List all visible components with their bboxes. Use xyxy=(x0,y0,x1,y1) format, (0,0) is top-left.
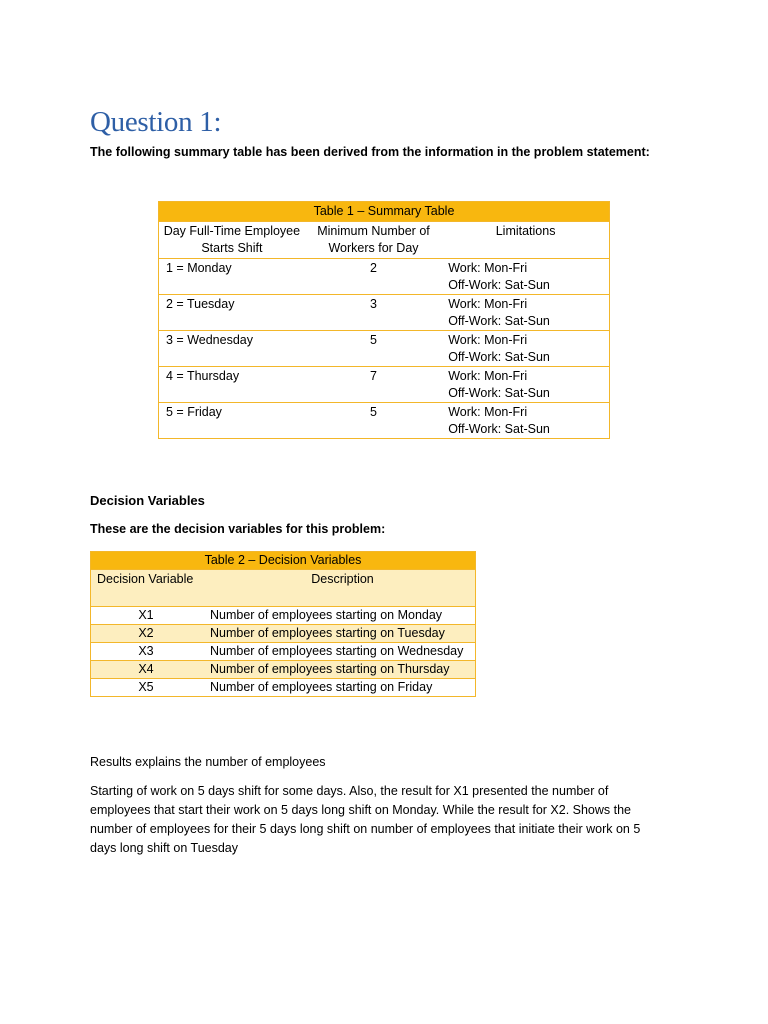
description-cell: Number of employees starting on Monday xyxy=(201,607,476,625)
work-limit: Work: Mon-Fri xyxy=(448,333,528,347)
limitations-cell xyxy=(442,259,609,295)
limitations-cell xyxy=(442,367,609,403)
table-row xyxy=(91,643,476,661)
description-cell: Number of employees starting on Thursday xyxy=(201,661,476,679)
column-header-variable: Decision Variable xyxy=(91,570,202,607)
decision-table-caption: Table 2 – Decision Variables xyxy=(91,552,476,570)
table-row xyxy=(159,295,610,331)
variable-cell: X4 xyxy=(91,661,202,679)
minimum-cell: 7 xyxy=(305,367,442,403)
description-cell: Number of employees starting on Friday xyxy=(201,679,476,697)
table-row xyxy=(91,679,476,697)
off-work-limit: Off-Work: Sat-Sun xyxy=(448,350,550,364)
work-limit: Work: Mon-Fri xyxy=(448,297,528,311)
limitations-cell xyxy=(442,403,609,439)
table-row xyxy=(91,607,476,625)
day-cell: 2 = Tuesday xyxy=(159,295,305,331)
minimum-cell: 5 xyxy=(305,403,442,439)
minimum-cell: 2 xyxy=(305,259,442,295)
variable-cell: X1 xyxy=(91,607,202,625)
column-header-limitations: Limitations xyxy=(442,222,609,259)
decision-variables-intro: These are the decision variables for this problem: xyxy=(90,522,386,536)
day-cell: 1 = Monday xyxy=(159,259,305,295)
intro-text: The following summary table has been derived from the information in the problem statement: xyxy=(90,145,650,159)
minimum-cell: 5 xyxy=(305,331,442,367)
off-work-limit: Off-Work: Sat-Sun xyxy=(448,314,550,328)
column-header-description: Description xyxy=(201,570,476,607)
description-cell: Number of employees starting on Tuesday xyxy=(201,625,476,643)
off-work-limit: Off-Work: Sat-Sun xyxy=(448,386,550,400)
decision-variables-heading: Decision Variables xyxy=(90,493,205,508)
results-paragraph: Starting of work on 5 days shift for some days. Also, the result for X1 presented the number of employees that start their work on 5 days long shift on Monday. While the result for X2. Shows the number of employees for their 5 days long shift on number of employees that initiate their work on 5 days long shift on Tuesday xyxy=(90,784,641,855)
work-limit: Work: Mon-Fri xyxy=(448,405,528,419)
work-limit: Work: Mon-Fri xyxy=(448,369,528,383)
results-title: Results explains the number of employees xyxy=(90,755,326,769)
summary-table xyxy=(158,201,610,439)
off-work-limit: Off-Work: Sat-Sun xyxy=(448,422,550,436)
description-cell: Number of employees starting on Wednesday xyxy=(201,643,476,661)
variable-cell: X5 xyxy=(91,679,202,697)
table-row xyxy=(159,259,610,295)
day-cell: 5 = Friday xyxy=(159,403,305,439)
decision-variables-table xyxy=(90,551,476,697)
table-row xyxy=(159,367,610,403)
work-limit: Work: Mon-Fri xyxy=(448,261,528,275)
minimum-cell: 3 xyxy=(305,295,442,331)
day-cell: 3 = Wednesday xyxy=(159,331,305,367)
limitations-cell xyxy=(442,331,609,367)
variable-cell: X2 xyxy=(91,625,202,643)
table-row xyxy=(91,625,476,643)
table-row xyxy=(159,331,610,367)
table-row xyxy=(159,403,610,439)
column-header-minimum: Minimum Number of Workers for Day xyxy=(305,222,442,259)
page-heading: Question 1: xyxy=(90,106,222,138)
column-header-day: Day Full-Time Employee Starts Shift xyxy=(159,222,305,259)
variable-cell: X3 xyxy=(91,643,202,661)
limitations-cell xyxy=(442,295,609,331)
table-row xyxy=(91,661,476,679)
day-cell: 4 = Thursday xyxy=(159,367,305,403)
off-work-limit: Off-Work: Sat-Sun xyxy=(448,278,550,292)
summary-table-caption: Table 1 – Summary Table xyxy=(159,202,610,222)
